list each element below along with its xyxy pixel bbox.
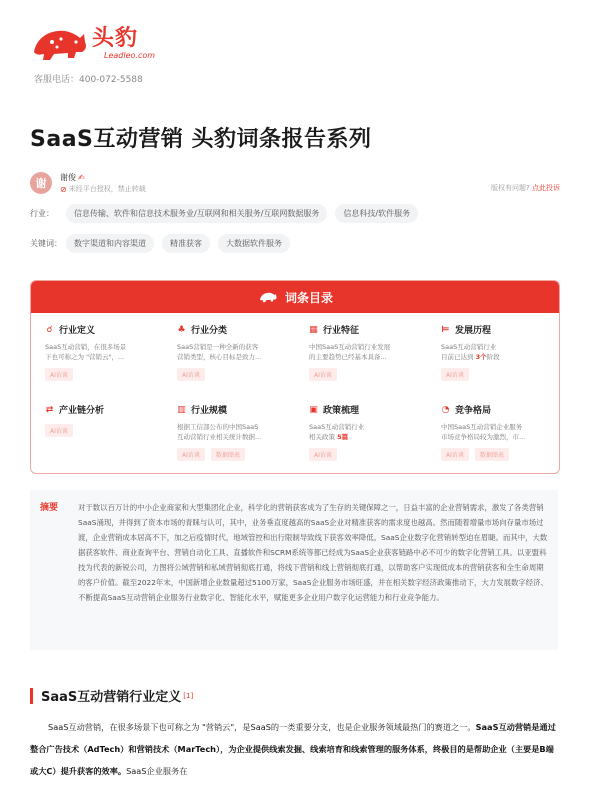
- abstract-label: 摘要: [40, 503, 59, 513]
- pen-icon: ✍: [78, 173, 85, 182]
- page-title: SaaS互动营销 头豹词条报告系列: [30, 127, 372, 152]
- chain-icon: ⇄: [45, 404, 54, 415]
- toc-item-chain[interactable]: ⇄ 产业链分析 AI访谈: [45, 404, 105, 435]
- abstract-text: 对于数以百万计的中小企业商家和大型集团化企业，科学化的营销获客成为了生存的关键保障之一，日益丰富的企业营销需求，激发了各类营销SaaS涌现，并得到了资本市场的青睐与认可，其中，业务垂直度越高的SaaS企业对精准获客的需求度也越高。然而随着增量市场向存量市场过渡，企业营销成本居高不下，加之后疫情时代，地域管控和出行限制导致线下获客效率降低。SaaS企业数字化营销转型迫在眉睫。而其中，大数据获客软件、商业查询平台、营销自动化工具、直播软件和SCRM系统等都已经成为SaaS企业获客链路中必不可少的数字化营销工具。以亚盟科技为代表的新锐公司，力图将公域营销和私域营销彻底打通，将线下营销和线上营销彻底打通，以帮助客户实现低成本的营销获客和全生命周期的客户价值。截至2022年末，中国新增企业数量超过5100万家，SaaS企业服务市场旺盛，并在相关数字经济政策推动下，大力发展数字经济、不断提高SaaS互动营销企业服务行业数字化、智能化水平，赋能更多企业用户数字化运营能力和行业竞争能力。: [78, 503, 548, 602]
- logo[interactable]: [30, 22, 155, 66]
- toc-item-policy[interactable]: ▣ 政策梳理 SaaS互动营销行业 相关政策 5篇 AI访谈: [309, 404, 365, 459]
- ai-interview-tag[interactable]: AI访谈: [177, 448, 205, 461]
- body-paragraph: SaaS互动营销，在很多场景下也可称之为 "营销云"，是SaaS的一类重要分支，也是企业服务领域最热门的赛道之一。SaaS互动营销是通过整合广告技术（AdTech）和营销技术（MarTech），为企业提供线索发掘、线索培育和线索管理的服务体系，终极目的是帮助企业（主要是B端或大C）提升获客的效率。SaaS企业服务在: [30, 722, 556, 776]
- ai-interview-tag[interactable]: AI访谈: [441, 448, 469, 461]
- data-chart-tag[interactable]: 数据图表: [211, 448, 245, 461]
- keyword-chip[interactable]: 精准获客: [162, 234, 210, 253]
- industry-chip[interactable]: 信息传输、软件和信息技术服务业/互联网和相关服务/互联网数据服务: [66, 204, 327, 223]
- feature-icon: ▦: [309, 324, 318, 335]
- industry-row: [30, 204, 418, 223]
- ai-interview-tag[interactable]: AI访谈: [309, 368, 337, 381]
- toc-item-feature[interactable]: ▦ 行业特征 中国SaaS互动营销行业发展 的主要趋势已经基本具备... AI访谈: [309, 324, 391, 379]
- toc-item-competition[interactable]: ◔ 竞争格局 中国SaaS互动营销企业服务 市场竞争格局较为激烈，市... AI访谈 数据图表: [441, 404, 526, 459]
- ai-interview-tag[interactable]: AI访谈: [441, 368, 469, 381]
- ai-interview-tag[interactable]: AI访谈: [45, 424, 73, 437]
- ai-interview-tag[interactable]: AI访谈: [45, 368, 73, 381]
- section-heading: [30, 686, 193, 705]
- service-phone: 客服电话：400-072-5588: [34, 75, 143, 85]
- scale-icon: ▥: [177, 404, 186, 415]
- prohibited-icon: ⊘: [60, 184, 67, 194]
- policy-icon: ▣: [309, 404, 318, 415]
- report-link[interactable]: 点此投诉: [532, 184, 560, 192]
- toc-item-scale[interactable]: ▥ 行业规模 根据工信部公布的中国SaaS 互动营销行业相关统计数据... AI访谈 数据图表: [177, 404, 262, 459]
- leopard-logo-icon: [30, 22, 88, 66]
- copyright-notice: ⊘ 未经平台授权，禁止转载: [60, 184, 146, 194]
- toc-item-category[interactable]: ♣ 行业分类 SaaS营销是一种全新的获客 营销类型，核心目标是致力... AI访谈: [177, 324, 262, 379]
- toc-heading: 词条目录: [284, 290, 333, 305]
- footnote-ref[interactable]: [1]: [183, 691, 194, 700]
- toc-header: [31, 281, 559, 313]
- logo-english: Leadleo.com: [104, 51, 156, 60]
- keywords-row: [30, 234, 290, 253]
- category-icon: ♣: [177, 324, 186, 335]
- abstract-box: [30, 490, 558, 650]
- industry-chip[interactable]: 信息科技/软件服务: [335, 204, 418, 223]
- logo-chinese: 头豹: [92, 26, 139, 51]
- history-icon: ⊨: [441, 324, 450, 335]
- data-chart-tag[interactable]: 数据图表: [475, 448, 509, 461]
- keyword-chip[interactable]: 数字渠道和内容渠道: [66, 234, 154, 253]
- ai-interview-tag[interactable]: AI访谈: [309, 448, 337, 461]
- avatar[interactable]: 谢: [30, 172, 52, 194]
- keyword-chip[interactable]: 大数据软件服务: [218, 234, 290, 253]
- toc-panel: [30, 280, 560, 474]
- ai-interview-tag[interactable]: AI访谈: [177, 368, 205, 381]
- section-title: SaaS互动营销行业定义: [41, 690, 182, 705]
- section-bar: [30, 688, 33, 704]
- competition-icon: ◔: [441, 404, 450, 415]
- keywords-label: 关键词：: [30, 239, 62, 248]
- report-area: 版权有问题? 点此投诉: [491, 184, 560, 192]
- definition-icon: ☌: [46, 324, 53, 335]
- leopard-icon: [257, 290, 279, 304]
- toc-item-history[interactable]: ⊨ 发展历程 SaaS互动营销行业 目前已达到 3个阶段 AI访谈: [441, 324, 500, 379]
- industry-label: 行业：: [30, 209, 54, 218]
- author-name[interactable]: 谢俊 ✍: [60, 173, 85, 182]
- toc-item-definition[interactable]: ☌ 行业定义 SaaS互动营销，在很多场景 下也可称之为 "营销云"，... AI访谈: [45, 324, 127, 379]
